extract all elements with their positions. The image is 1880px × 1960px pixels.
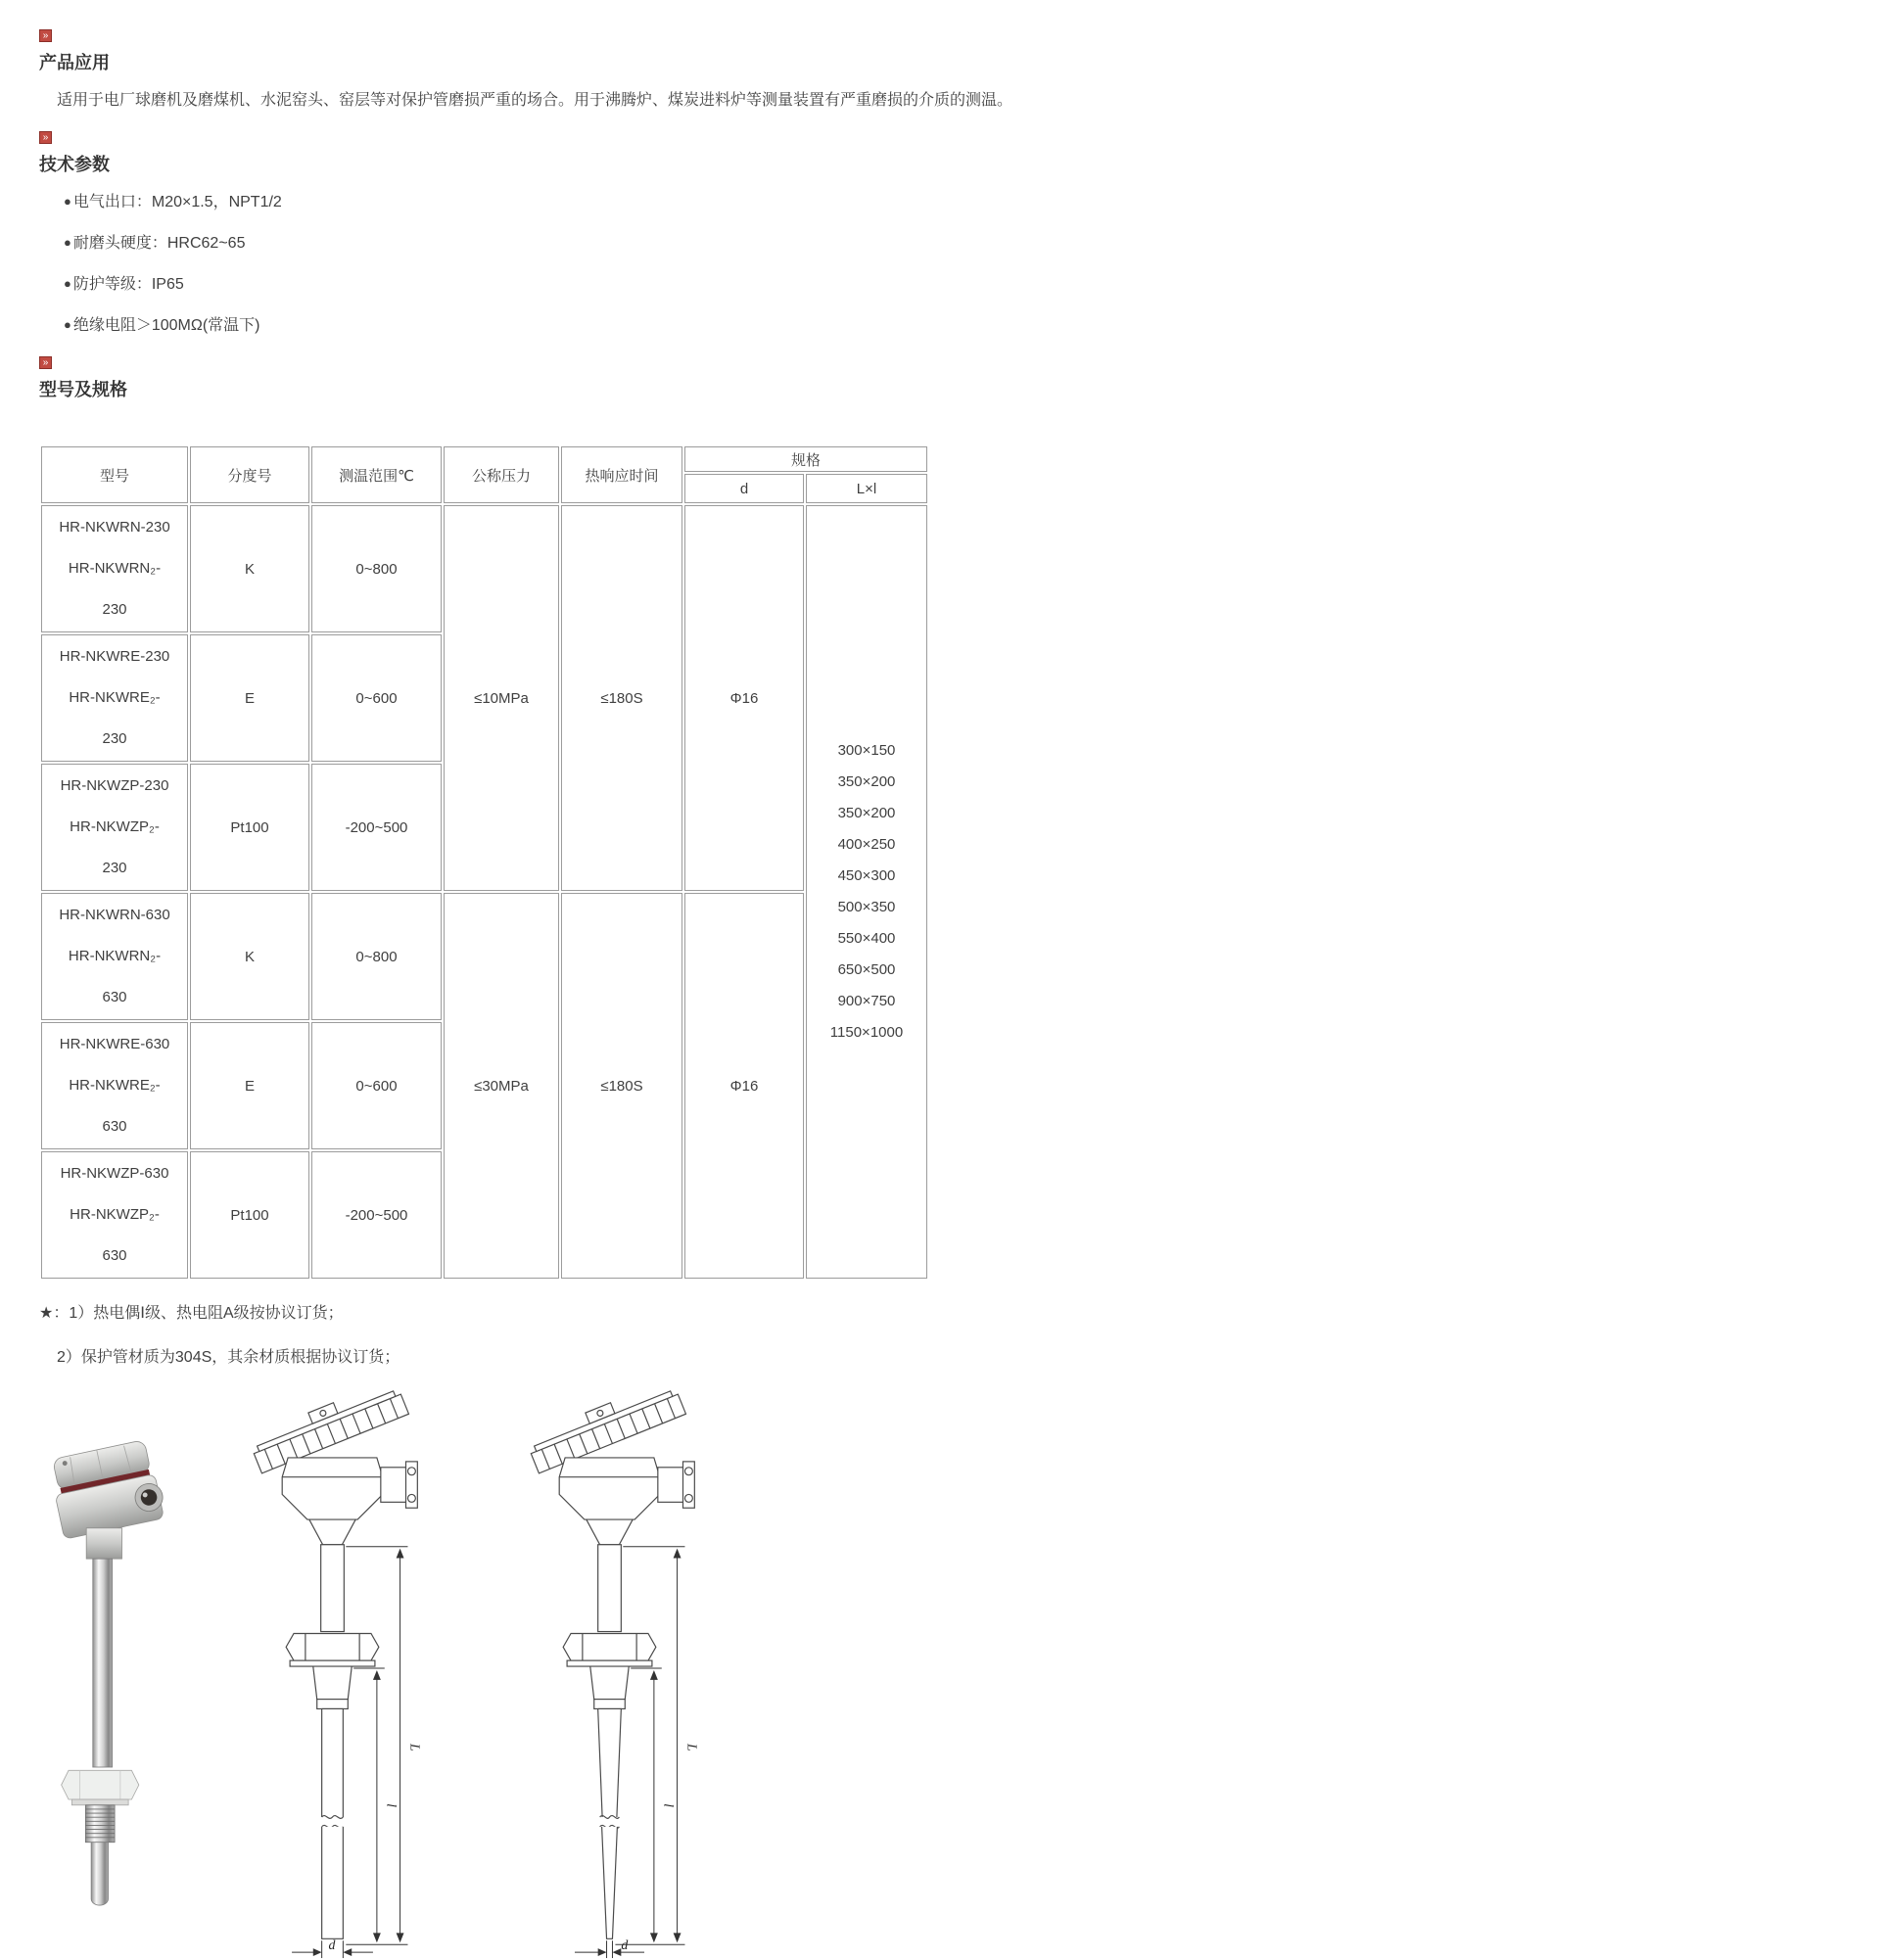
photo-upper-tube — [93, 1559, 113, 1767]
cell-model-0: HR-NKWRN-230 HR-NKWRN₂- 230 — [41, 505, 188, 632]
col-header-range: 测温范围℃ — [311, 446, 442, 503]
dim-L-label: L — [407, 1743, 423, 1751]
bullet-icon: ● — [64, 235, 71, 250]
cell-graduation-1: E — [190, 634, 309, 762]
parameter-item — [64, 315, 1880, 336]
bullet-icon: ● — [64, 317, 71, 332]
col-header-response: 热响应时间 — [561, 446, 682, 503]
cell-model-3: HR-NKWRN-630 HR-NKWRN₂- 630 — [41, 893, 188, 1020]
parameter-item — [64, 274, 1880, 295]
thermocouple-drawing-straight — [217, 1380, 447, 1960]
cell-d-group2: Φ16 — [684, 893, 804, 1279]
drawing-stem — [286, 1545, 379, 1709]
parameters-title: 技术参数 — [39, 155, 110, 174]
cell-range-0: 0~800 — [311, 505, 442, 632]
parameter-text: 防护等级：IP65 — [72, 276, 184, 293]
col-header-spec: 规格 — [684, 446, 927, 472]
cell-range-3: 0~800 — [311, 893, 442, 1020]
cell-d-group1: Φ16 — [684, 505, 804, 891]
section-marker-icon: » — [39, 29, 52, 42]
models-title: 型号及规格 — [39, 380, 127, 399]
parameters-list — [64, 192, 1880, 336]
photo-threaded-fitting — [85, 1805, 115, 1843]
bullet-icon: ● — [64, 276, 71, 291]
drawing-head — [525, 1380, 695, 1545]
drawing-probe — [598, 1708, 622, 1938]
dim-d-label: d — [328, 1937, 336, 1953]
dim-l-label: l — [661, 1803, 677, 1808]
parameter-text: 绝缘电阻＞100MΩ(常温下) — [72, 317, 260, 334]
photo-neck — [86, 1528, 121, 1559]
cell-pressure-group1: ≤10MPa — [444, 505, 559, 891]
parameter-item — [64, 233, 1880, 254]
footnote-2: 2）保护管材质为304S，其余材质根据协议订货； — [57, 1349, 400, 1366]
photo-probe — [91, 1843, 108, 1905]
cell-graduation-4: E — [190, 1022, 309, 1149]
cell-graduation-3: K — [190, 893, 309, 1020]
drawing-stem — [563, 1545, 656, 1709]
parameter-text: 电气出口：M20×1.5，NPT1/2 — [72, 194, 282, 210]
cell-range-4: 0~600 — [311, 1022, 442, 1149]
thermocouple-drawing-tapered — [494, 1380, 725, 1960]
section-marker-icon: » — [39, 131, 52, 144]
dim-d-label: d — [621, 1937, 629, 1953]
dimension-lines — [575, 1547, 699, 1958]
application-body: 适用于电厂球磨机及磨煤机、水泥窑头、窑层等对保护管磨损严重的场合。用于沸腾炉、煤炭进料炉等测量装置有严重磨损的介质的测温。 — [57, 92, 1013, 109]
cell-range-1: 0~600 — [311, 634, 442, 762]
photo-connection-head — [48, 1438, 167, 1539]
drawing-probe — [322, 1708, 344, 1938]
cell-lxl-list: 300×150 350×200 350×200 400×250 450×300 500×350 550×400 650×500 900×750 1150×1000 — [806, 505, 927, 1279]
cell-response-group2: ≤180S — [561, 893, 682, 1279]
cell-graduation-2: Pt100 — [190, 764, 309, 891]
spec-table — [39, 444, 929, 1281]
col-header-model: 型号 — [41, 446, 188, 503]
product-figures — [41, 1380, 1880, 1960]
footnote-1: ★：1）热电偶Ⅰ级、热电阻A级按协议订货； — [39, 1305, 344, 1322]
cell-pressure-group2: ≤30MPa — [444, 893, 559, 1279]
footnotes — [39, 1300, 1880, 1367]
dim-L-label: L — [684, 1743, 700, 1751]
parameter-text: 耐磨头硬度：HRC62~65 — [72, 235, 246, 252]
col-header-pressure: 公称压力 — [444, 446, 559, 503]
cell-range-5: -200~500 — [311, 1151, 442, 1279]
col-header-graduation: 分度号 — [190, 446, 309, 503]
table-row — [41, 505, 927, 632]
cell-model-4: HR-NKWRE-630 HR-NKWRE₂- 630 — [41, 1022, 188, 1149]
cell-response-group1: ≤180S — [561, 505, 682, 891]
dim-l-label: l — [384, 1803, 400, 1808]
section-marker-icon: » — [39, 356, 52, 369]
table-row — [41, 893, 927, 1020]
parameter-item — [64, 192, 1880, 212]
cell-graduation-0: K — [190, 505, 309, 632]
dimension-lines — [292, 1547, 422, 1958]
bullet-icon: ● — [64, 194, 71, 209]
cell-range-2: -200~500 — [311, 764, 442, 891]
cell-graduation-5: Pt100 — [190, 1151, 309, 1279]
photo-hex-nut — [62, 1770, 139, 1804]
application-title: 产品应用 — [39, 53, 110, 72]
thermocouple-photo — [41, 1380, 170, 1960]
cell-model-5: HR-NKWZP-630 HR-NKWZP₂- 630 — [41, 1151, 188, 1279]
col-header-lxl: L×l — [806, 474, 927, 503]
drawing-head — [248, 1380, 418, 1545]
col-header-d: d — [684, 474, 804, 503]
cell-model-1: HR-NKWRE-230 HR-NKWRE₂- 230 — [41, 634, 188, 762]
cell-model-2: HR-NKWZP-230 HR-NKWZP₂- 230 — [41, 764, 188, 891]
